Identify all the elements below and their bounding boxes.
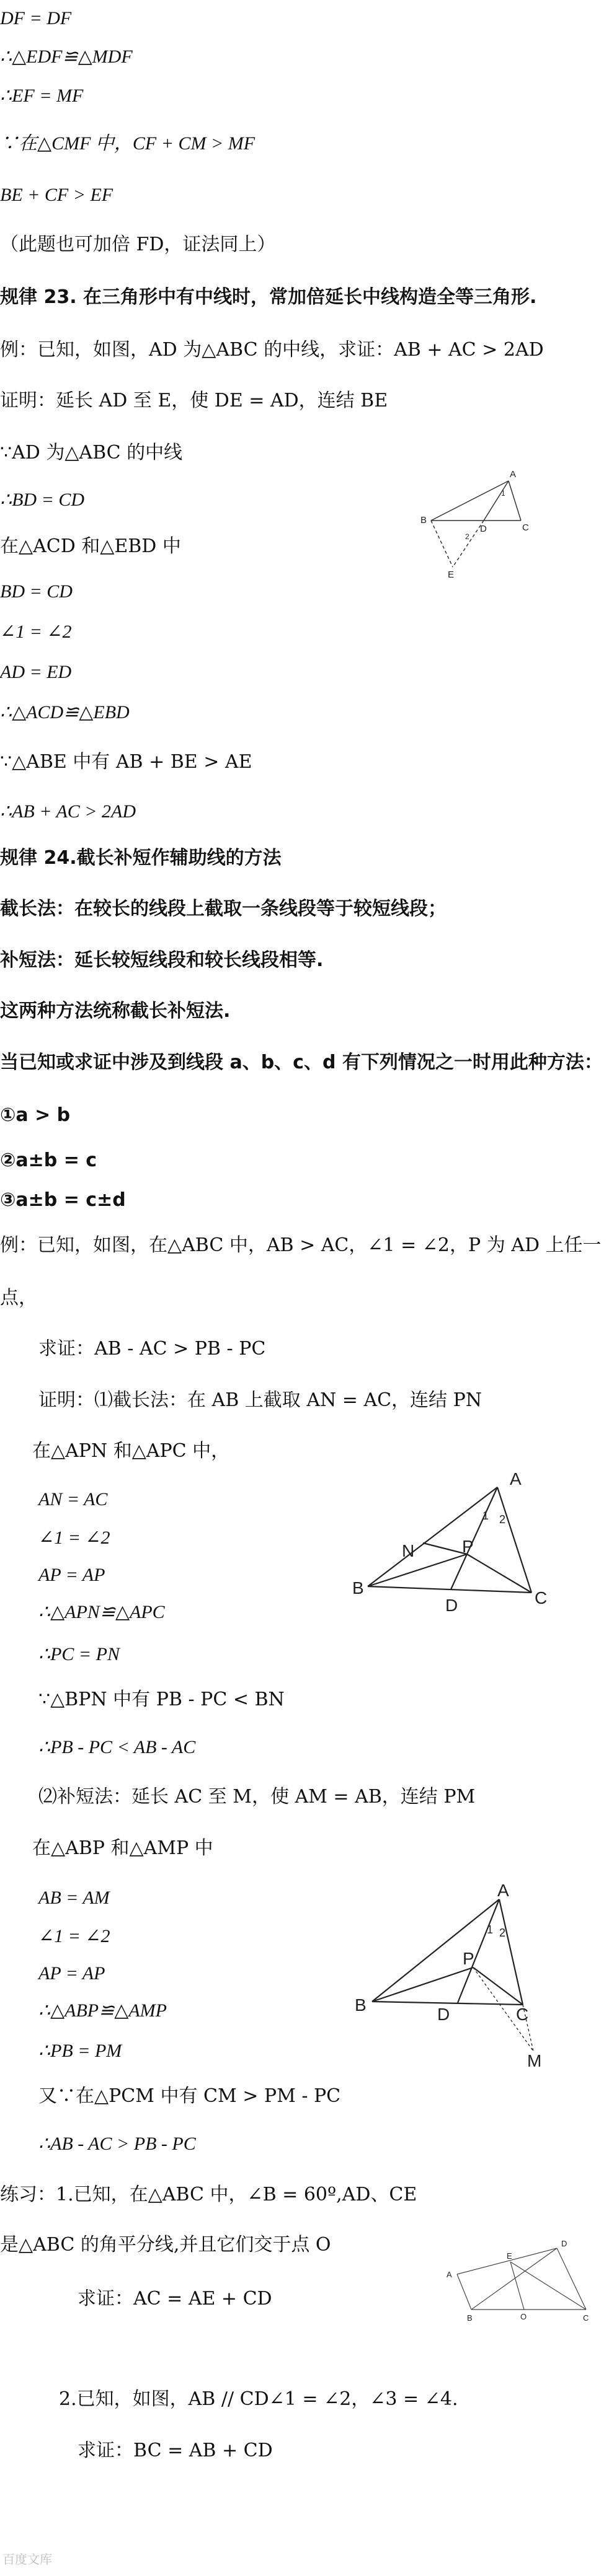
label-A: A	[510, 469, 517, 480]
text-line: ∵△BPN 中有 PB - PC < BN	[38, 1689, 285, 1710]
text-line: 求证：BC = AB + CD	[78, 2440, 273, 2461]
label-E: E	[507, 2251, 512, 2261]
figure-median-triangle	[416, 459, 540, 589]
label-D: D	[480, 524, 487, 534]
text-line: ⑵补短法：延长 AC 至 M，使 AM = AB，连结 PM	[38, 1786, 476, 1808]
text-line: ∴△ABP≌△AMP	[38, 2000, 167, 2021]
text-line: 证明：延长 AD 至 E，使 DE = AD，连结 BE	[0, 390, 388, 411]
text-line: 求证：AC = AE + CD	[78, 2288, 272, 2310]
label-O: O	[520, 2312, 527, 2321]
text-line: AB = AM	[38, 1888, 110, 1908]
label-1: 1	[487, 1923, 494, 1936]
text-line: ∴BD = CD	[0, 490, 84, 510]
text-line: ∵在△CMF 中，CF + CM > MF	[0, 133, 256, 154]
text-line: ∵AD 为△ABC 的中线	[0, 442, 183, 464]
figure-cut-long	[347, 1462, 558, 1624]
text-line: ∴EF = MF	[0, 86, 84, 106]
label-C: C	[516, 2005, 529, 2024]
text-line: ∴△APN≌△APC	[38, 1602, 165, 1622]
text-line: BE + CF > EF	[0, 185, 113, 205]
label-2: 2	[465, 532, 469, 541]
text-line: ∠1 = ∠2	[38, 1528, 110, 1548]
label-N: N	[402, 1541, 415, 1560]
text-line: ∴PB - PC < AB - AC	[38, 1737, 196, 1757]
text-line: ∠1 = ∠2	[38, 1926, 110, 1946]
label-B: B	[467, 2313, 473, 2323]
figure-extend-short	[347, 1871, 558, 2070]
label-1: 1	[482, 1510, 489, 1522]
label-P: P	[463, 1949, 474, 1968]
text-line: ∠1 = ∠2	[0, 622, 72, 642]
text-line: AP = AP	[38, 1963, 105, 1984]
footer-watermark: 百度文库	[2, 2553, 52, 2567]
text-line: 补短法：延长较短线段和较长线段相等.	[0, 949, 324, 971]
label-C: C	[522, 522, 529, 533]
text-line: ∴△ACD≌△EBD	[0, 702, 130, 723]
text-line: 在△APN 和△APC 中，	[32, 1440, 230, 1462]
text-line: 练习：1.已知，在△ABC 中，∠B = 60º,AD、CE	[0, 2184, 417, 2205]
label-A: A	[447, 2270, 452, 2279]
text-line: 求证：AB - AC > PB - PC	[38, 1338, 266, 1360]
text-line: ∴AB - AC > PB - PC	[38, 2134, 196, 2154]
text-line: BD = CD	[0, 581, 73, 602]
label-E: E	[448, 569, 455, 580]
text-line: 又∵在△PCM 中有 CM > PM - PC	[38, 2085, 341, 2107]
text-line: 当已知或求证中涉及到线段 a、b、c、d 有下列情况之一时用此种方法：	[0, 1052, 603, 1073]
label-2: 2	[499, 1513, 506, 1526]
text-line: ∴AB + AC > 2AD	[0, 801, 136, 822]
text-line: AD = ED	[0, 662, 72, 682]
text-line: ∴PB = PM	[38, 2041, 122, 2061]
label-A: A	[497, 1881, 509, 1900]
text-line: 2.已知，如图，AB // CD∠1 = ∠2，∠3 = ∠4.	[59, 2388, 458, 2410]
label-P: P	[462, 1537, 474, 1556]
label-D: D	[445, 1596, 458, 1615]
label-D: D	[561, 2239, 567, 2248]
text-line: 例：已知，如图，AD 为△ABC 的中线，求证：AB + AC > 2AD	[0, 339, 544, 361]
label-2: 2	[499, 1927, 506, 1939]
text-line: 在△ABP 和△AMP 中	[32, 1837, 213, 1859]
label-C: C	[583, 2313, 589, 2323]
figure-exercise-1	[443, 2228, 598, 2336]
text-line: ①a > b	[0, 1104, 71, 1126]
text-line: ②a±b = c	[0, 1150, 97, 1171]
text-line: 规律 24.截长补短作辅助线的方法	[0, 847, 282, 869]
text-line: DF = DF	[0, 8, 72, 29]
text-line: （此题也可加倍 FD，证法同上）	[0, 234, 276, 255]
label-B: B	[420, 515, 427, 525]
text-line: ∴PC = PN	[38, 1644, 120, 1664]
label-A: A	[510, 1469, 522, 1488]
text-line: ∵△ABE 中有 AB + BE > AE	[0, 751, 252, 773]
text-line: 证明：⑴截长法：在 AB 上截取 AN = AC，连结 PN	[38, 1389, 482, 1411]
label-M: M	[527, 2051, 542, 2070]
label-D: D	[437, 2005, 450, 2024]
text-line: ∴△EDF≌△MDF	[0, 46, 133, 67]
label-1: 1	[501, 489, 505, 498]
text-line: 在△ACD 和△EBD 中	[0, 535, 181, 557]
text-line: 这两种方法统称截长补短法.	[0, 1000, 231, 1022]
text-line: 规律 23. 在三角形中有中线时，常加倍延长中线构造全等三角形.	[0, 286, 537, 308]
label-C: C	[535, 1588, 548, 1607]
text-line: ③a±b = c±d	[0, 1189, 126, 1211]
text-line: AP = AP	[38, 1565, 105, 1585]
label-B: B	[352, 1578, 364, 1598]
text-line: 截长法：在较长的线段上截取一条线段等于较短线段；	[0, 898, 447, 920]
text-line: 是△ABC 的角平分线,并且它们交于点 O	[0, 2234, 331, 2256]
label-B: B	[355, 1995, 367, 2015]
text-line: 点，	[0, 1287, 37, 1309]
text-line: AN = AC	[38, 1489, 108, 1510]
text-line: 例：已知，如图，在△ABC 中，AB > AC，∠1 = ∠2，P 为 AD 上任一	[0, 1234, 602, 1256]
